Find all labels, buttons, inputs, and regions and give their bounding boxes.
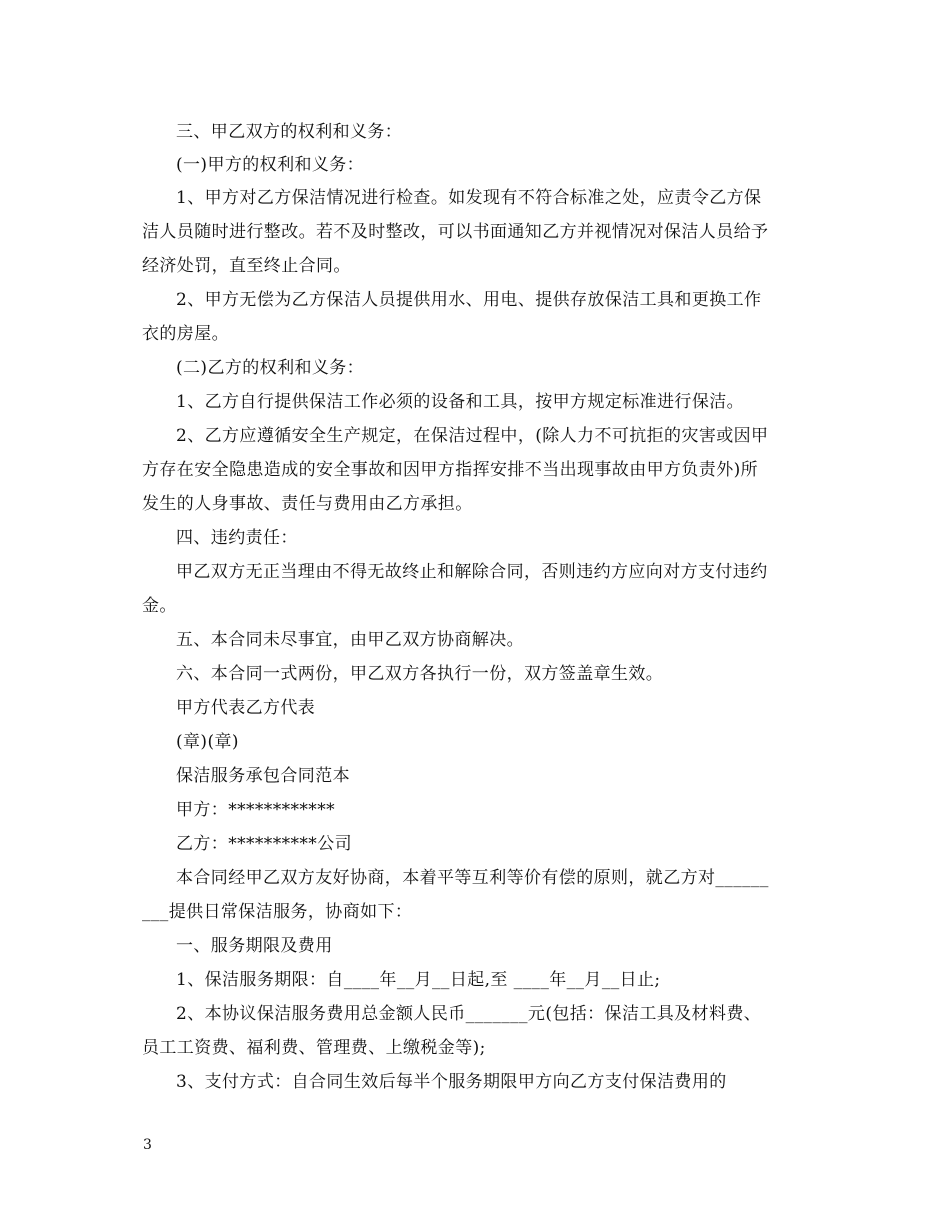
paragraph-line: 洁人员随时进行整改。若不及时整改，可以书面通知乙方并视情况对保洁人员给予 (142, 222, 769, 242)
party-b-line: 乙方：**********公司 (176, 834, 352, 854)
contract-title: 保洁服务承包合同范本 (176, 766, 350, 786)
page-number: 3 (143, 1137, 152, 1153)
paragraph-line: ___提供日常保洁服务，协商如下： (142, 902, 413, 922)
paragraph-line: 发生的人身事故、责任与费用由乙方承担。 (142, 494, 473, 514)
paragraph-line: 1、甲方对乙方保洁情况进行检查。如发现有不符合标准之处，应责令乙方保 (176, 188, 762, 208)
paragraph-line: 3、支付方式：自合同生效后每半个服务期限甲方向乙方支付保洁费用的 (176, 1072, 727, 1092)
section-heading-breach: 四、违约责任： (176, 528, 298, 548)
paragraph-line: 甲乙双方无正当理由不得无故终止和解除合同，否则违约方应向对方支付违约 (176, 562, 768, 582)
paragraph-line: 五、本合同未尽事宜，由甲乙双方协商解决。 (176, 630, 524, 650)
signature-representatives: 甲方代表乙方代表 (176, 698, 316, 718)
section-heading-service-term: 一、服务期限及费用 (176, 936, 333, 956)
paragraph-line: 2、甲方无偿为乙方保洁人员提供用水、用电、提供存放保洁工具和更换工作 (176, 290, 762, 310)
paragraph-line: 金。 (142, 596, 177, 616)
signature-seals: (章)(章) (176, 732, 239, 752)
section-heading-rights-obligations: 三、甲乙双方的权利和义务： (176, 122, 403, 142)
paragraph-line: 1、乙方自行提供保洁工作必须的设备和工具，按甲方规定标准进行保洁。 (176, 392, 745, 412)
paragraph-line: 经济处罚，直至终止合同。 (142, 256, 351, 276)
paragraph-line: 六、本合同一式两份，甲乙双方各执行一份，双方签盖章生效。 (176, 664, 664, 684)
paragraph-line: 2、本协议保洁服务费用总金额人民币_______元(包括：保洁工具及材料费、 (176, 1004, 762, 1024)
paragraph-line: 本合同经甲乙双方友好协商，本着平等互利等价有偿的原则，就乙方对______ (176, 868, 769, 888)
paragraph-line: 2、乙方应遵循安全生产规定，在保洁过程中，(除人力不可抗拒的灾害或因甲 (176, 426, 769, 446)
subheading-party-a: (一)甲方的权利和义务： (176, 155, 365, 175)
paragraph-line: 员工工资费、福利费、管理费、上缴税金等); (142, 1038, 486, 1058)
party-a-line: 甲方：************ (176, 800, 335, 820)
paragraph-line: 衣的房屋。 (142, 324, 229, 344)
paragraph-line: 方存在安全隐患造成的安全事故和因甲方指挥安排不当出现事故由甲方负责外)所 (142, 460, 759, 480)
subheading-party-b: (二)乙方的权利和义务： (176, 358, 365, 378)
paragraph-line: 1、保洁服务期限：自____年__月__日起,至 ____年__月__日止; (176, 970, 661, 990)
